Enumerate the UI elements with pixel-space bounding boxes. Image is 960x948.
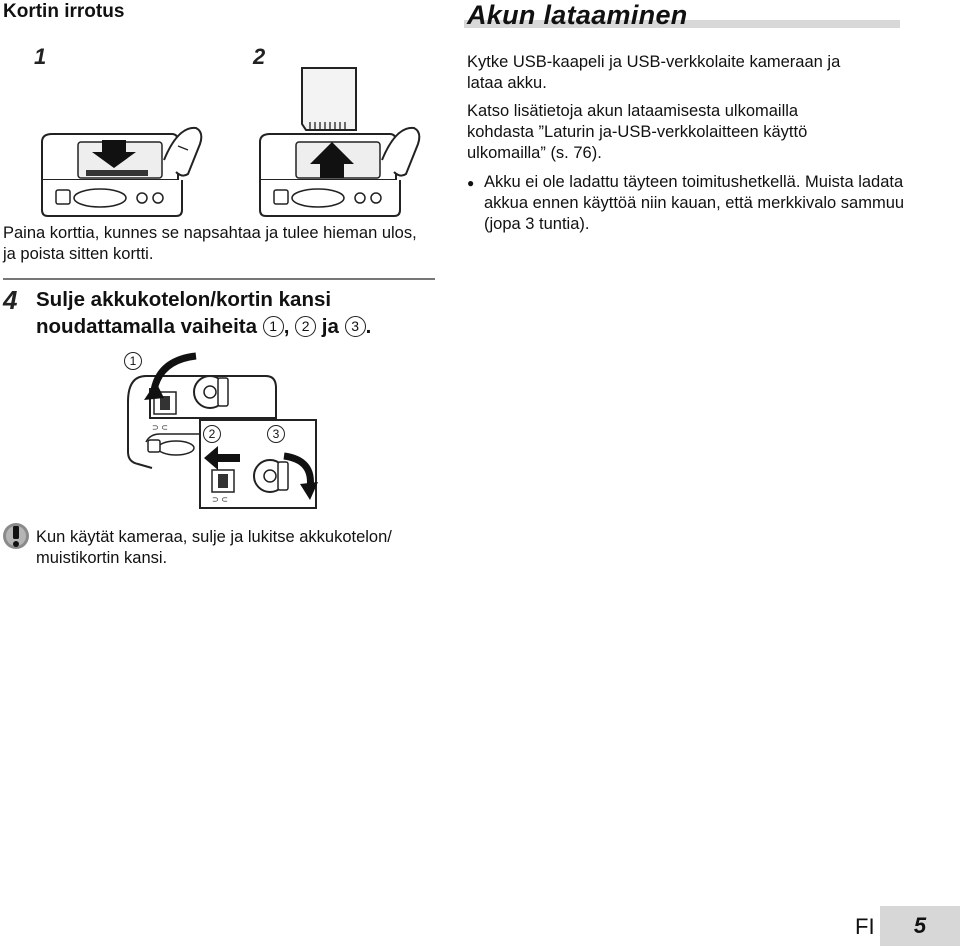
caution-text: Kun käytät kameraa, sulje ja lukitse akkukotelon/ muistikortin kansi.: [36, 528, 392, 567]
step4-instruction: [36, 286, 446, 340]
step4-line2-text: noudattamalla vaiheita: [36, 315, 263, 338]
circled-step-3: 3: [345, 316, 366, 337]
heading-card-removal: Kortin irrotus: [3, 1, 125, 22]
section-title: Akun lataaminen: [467, 0, 688, 30]
step4-separator-1: ,: [283, 315, 296, 338]
card-push-illustration: [38, 120, 208, 220]
step-number-4: 4: [3, 285, 18, 315]
circled-step-1: 1: [263, 316, 284, 337]
step4-line1: Sulje akkukotelon/kortin kansi: [36, 288, 332, 311]
step4-line2: [36, 313, 446, 340]
charging-paragraph-1: Kytke USB-kaapeli ja USB-verkkolaite kameraan ja lataa akku.: [467, 53, 841, 92]
caution-icon: [2, 522, 30, 550]
step4-separator-2: ja: [316, 315, 345, 338]
figure-label-3: 3: [267, 425, 285, 443]
step-number-1: 1: [34, 44, 47, 69]
circled-step-2: 2: [295, 316, 316, 337]
card-remove-illustration: [256, 66, 426, 220]
bullet-item: [467, 172, 912, 235]
step-number-2: 2: [253, 44, 266, 69]
step4-end: .: [365, 315, 372, 338]
figure-label-1: 1: [124, 352, 142, 370]
section-divider: [3, 278, 435, 280]
svg-text:⊃ ⊂: ⊃ ⊂: [152, 423, 168, 432]
bullet-text: Akku ei ole ladattu täyteen toimitushetkellä. Muista ladata akkua ennen käyttöä niin kauan, että merkkivalo sammuu (jopa 3 tuntia).: [484, 173, 905, 233]
card-removal-instruction: Paina korttia, kunnes se napsahtaa ja tulee hieman ulos, ja poista sitten kortti.: [3, 224, 417, 263]
bullet-dot: ●: [467, 176, 475, 190]
page-number: 5: [880, 906, 960, 946]
cover-close-illustration: [120, 348, 325, 510]
charging-paragraph-2: Katso lisätietoja akun lataamisesta ulkomailla kohdasta ”Laturin ja-USB-verkkolaitteen käyttö ulkomailla” (s. 76).: [467, 102, 808, 162]
svg-text:⊃ ⊂: ⊃ ⊂: [212, 495, 228, 504]
footer-language: FI: [855, 914, 875, 939]
figure-label-2: 2: [203, 425, 221, 443]
